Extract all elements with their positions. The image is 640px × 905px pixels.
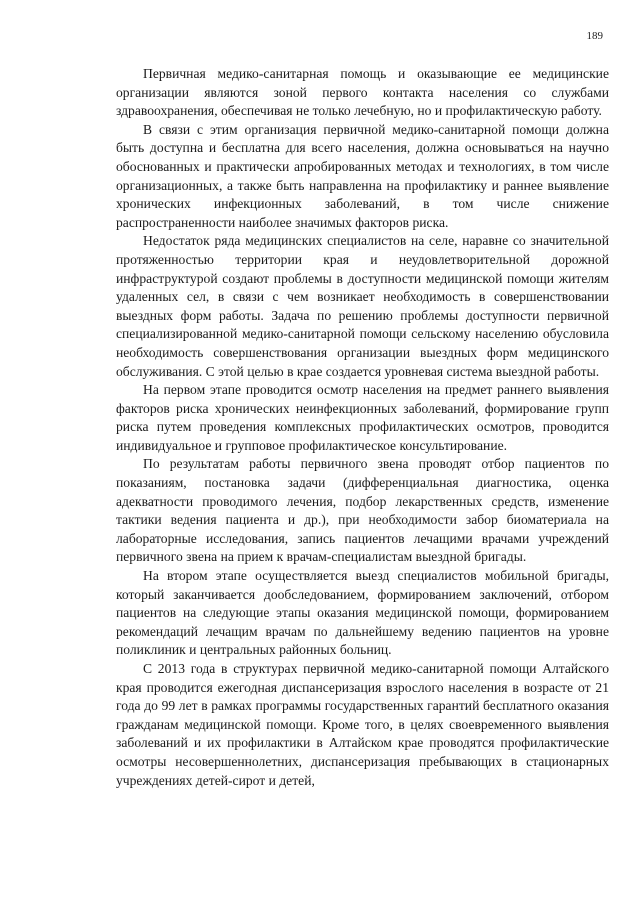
- paragraph-2: В связи с этим организация первичной медико-санитарной помощи должна быть доступна и бесплатна для всего населения, должна основываться на научно обоснованных и практически апробированных методах и технологиях, в том числе организационных, а также быть направленна на профилактику и раннее выявление хронических инфекционных заболеваний, в том числе снижение распространенности наиболее значимых факторов риска.: [116, 121, 609, 230]
- paragraph-4: На первом этапе проводится осмотр населения на предмет раннего выявления факторов риска хронических неинфекционных заболеваний, формирование групп риска путем проведения комплексных профилактических осмотров, проводится индивидуальное и групповое профилактическое консультирование.: [116, 382, 609, 453]
- paragraph-5: По результатам работы первичного звена проводят отбор пациентов по показаниям, постановка задачи (дифференциальная диагностика, оценка адекватности проводимого лечения, подбор лекарственных средств, изменение тактики ведения пациента и др.), при необходимости забор биоматериала на лабораторные исследования, запись пациентов лечащими врачами учреждений первичного звена на прием к врачам-специалистам выездной бригады.: [116, 456, 609, 565]
- paragraph-1: Первичная медико-санитарная помощь и оказывающие ее медицинские организации являются зоной первого контакта населения со службами здравоохранения, обеспечивая не только лечебную, но и профилактическую работу.: [116, 66, 609, 119]
- document-body: [116, 65, 609, 790]
- paragraph-3: Недостаток ряда медицинских специалистов на селе, наравне со значительной протяженностью территории края и неудовлетворительной дорожной инфраструктурой создают проблемы в доступности медицинской помощи жителям удаленных сел, в связи с чем возникает необходимость в совершенствовании выездных форм работы. Задача по решению проблемы доступности первичной специализированной медико-санитарной помощи сельскому населению обусловила необходимость совершенствования организации выездных форм медицинского обслуживания. С этой целью в крае создается уровневая система выездной работы.: [116, 233, 609, 379]
- page-number: 189: [586, 30, 603, 42]
- paragraph-6: На втором этапе осуществляется выезд специалистов мобильной бригады, который заканчивается дообследованием, формированием заключений, отбором пациентов на следующие этапы оказания медицинской помощи, формированием рекомендаций лечащим врачам по дальнейшему ведению пациентов на уровне поликлиник и центральных районных больниц.: [116, 568, 609, 658]
- paragraph-7: С 2013 года в структурах первичной медико-санитарной помощи Алтайского края проводится ежегодная диспансеризация взрослого населения в возрасте от 21 года до 99 лет в рамках программы государственных гарантий бесплатного оказания гражданам медицинской помощи. Кроме того, в целях своевременного выявления заболеваний и их профилактики в Алтайском крае проводятся профилактические осмотры несовершеннолетних, диспансеризация пребывающих в стационарных учреждениях детей-сирот и детей,: [116, 661, 609, 788]
